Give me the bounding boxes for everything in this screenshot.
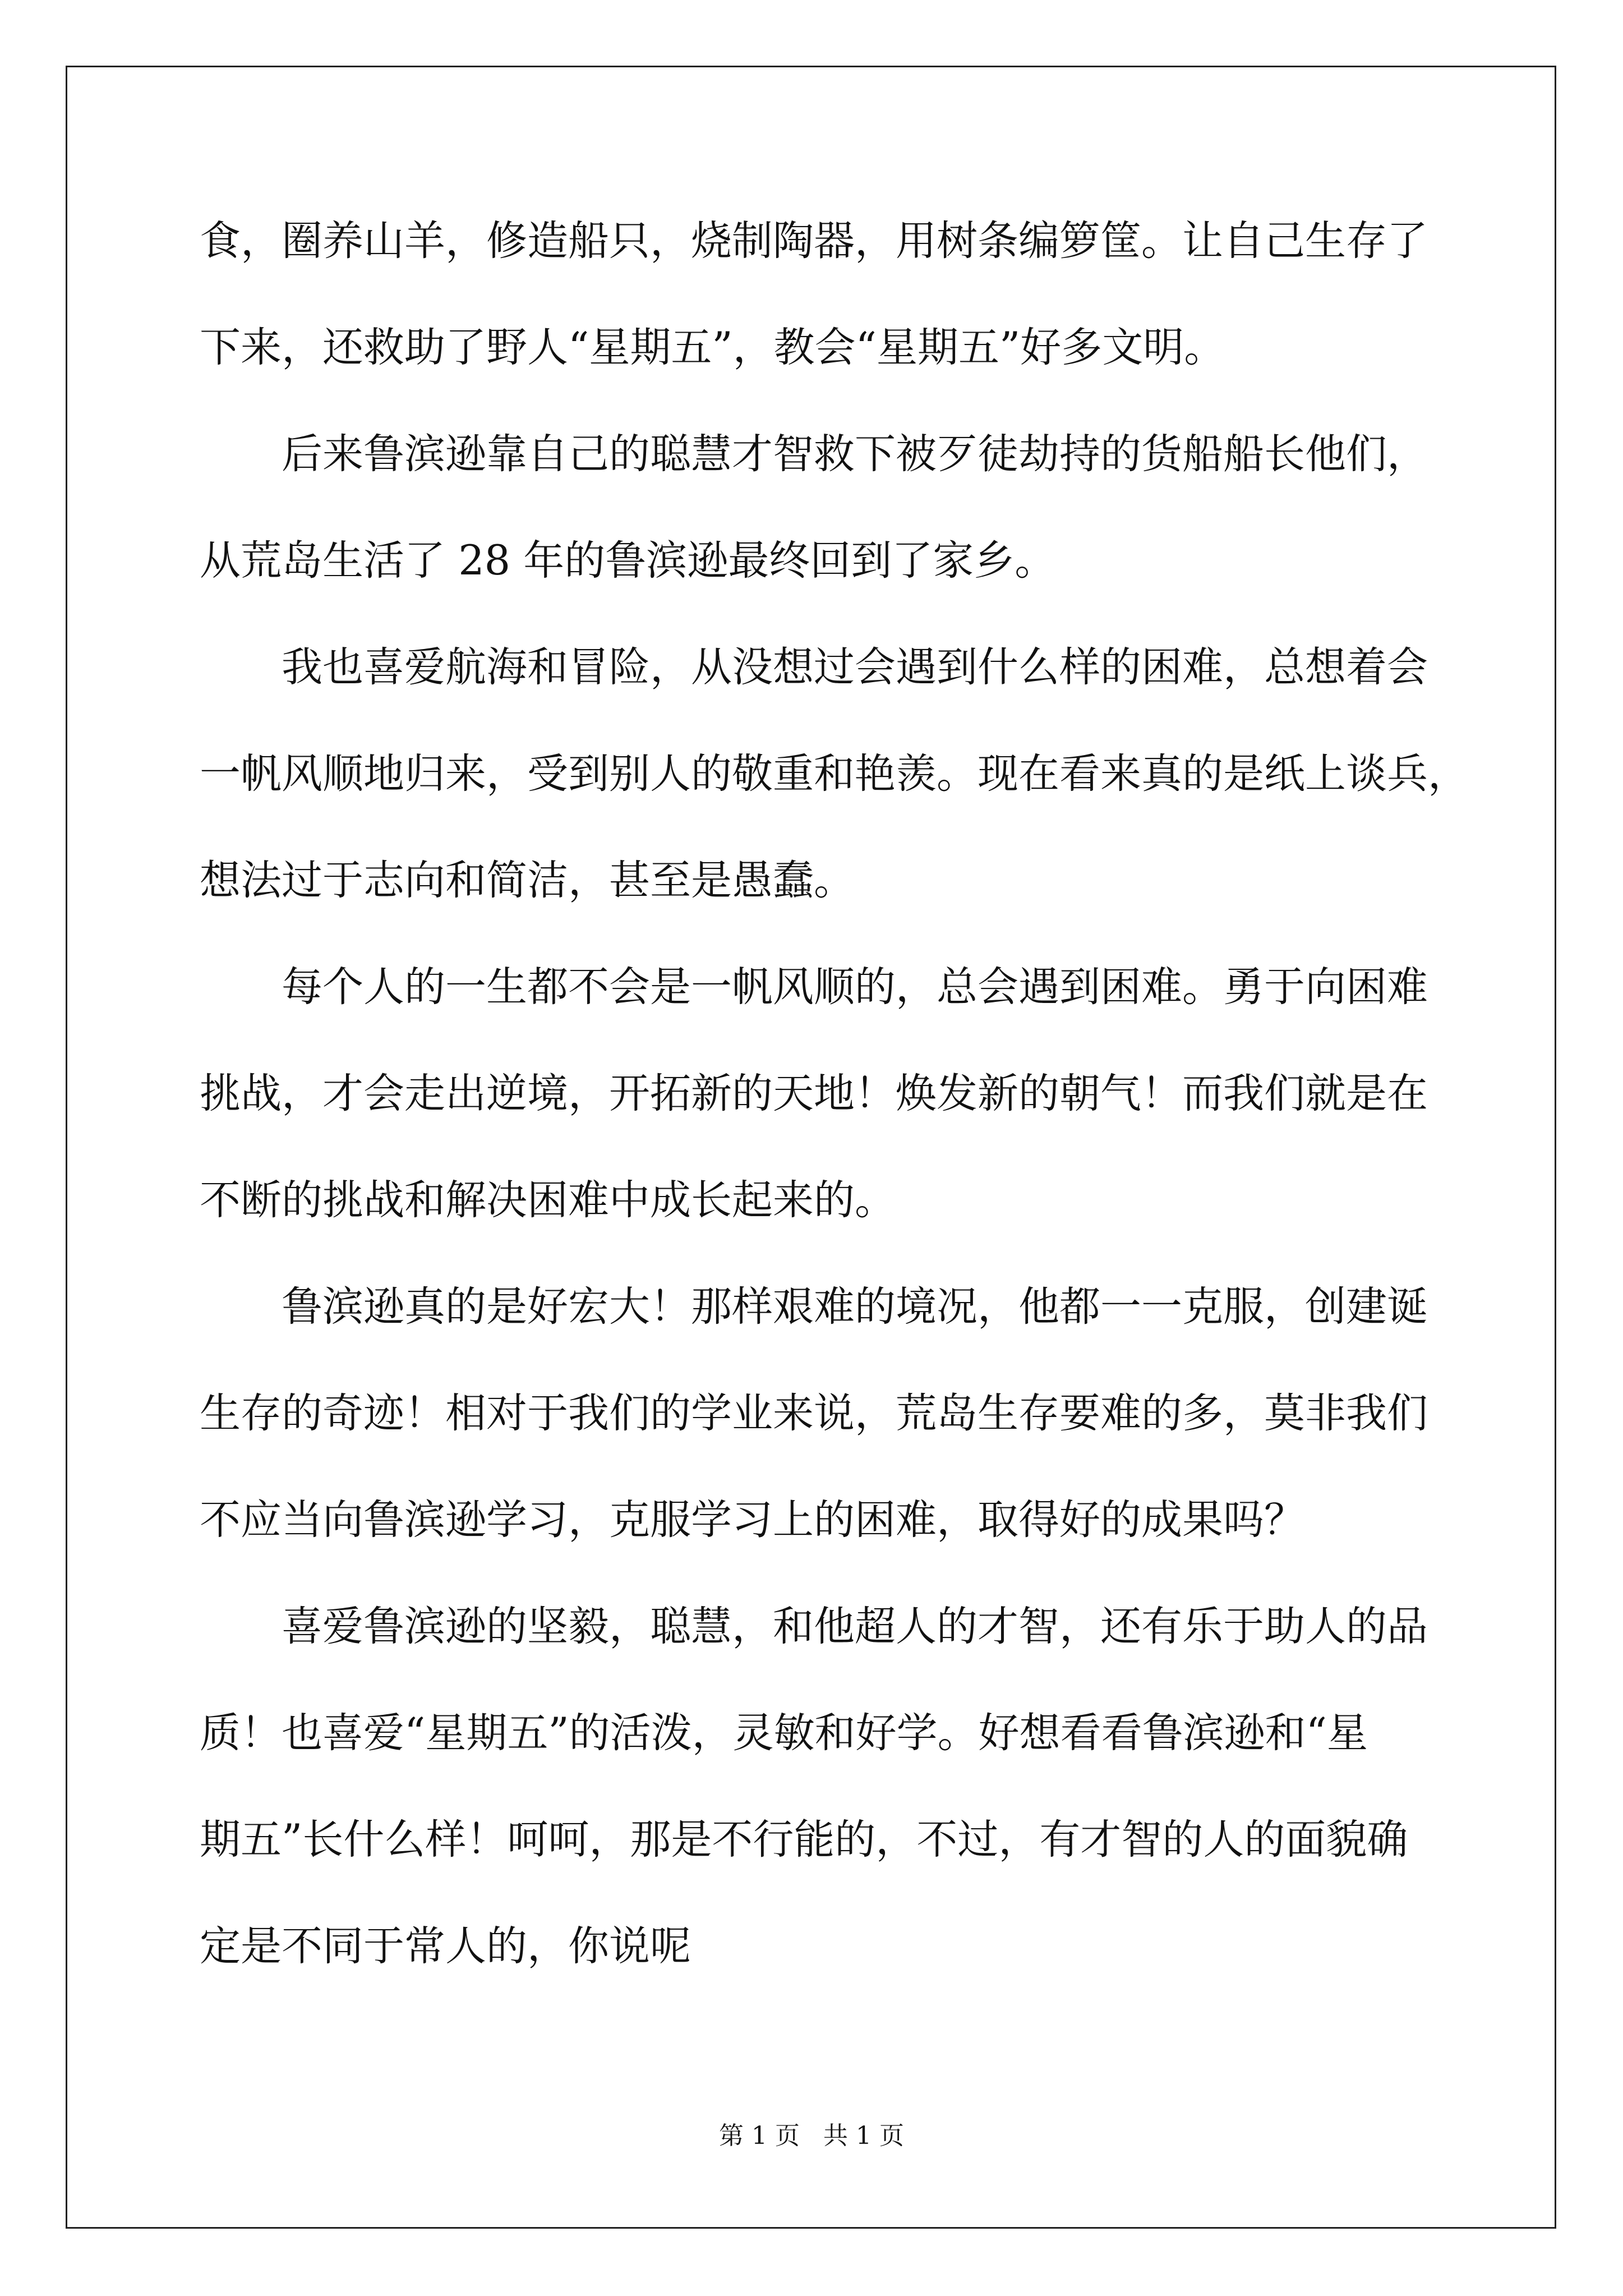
page-number: 第 1 页: [719, 2122, 800, 2150]
text-line: 生存的奇迹！相对于我们的学业来说，荒岛生存要难的多，莫非我们: [200, 1389, 1428, 1437]
paragraph-start-line: 喜爱鲁滨逊的坚毅，聪慧，和他超人的才智，还有乐于助人的品: [282, 1603, 1428, 1650]
text-line: 不应当向鲁滨逊学习，克服学习上的困难，取得好的成果吗？: [200, 1496, 1305, 1544]
page-footer: [0, 2119, 1623, 2153]
paragraph-start-line: 每个人的一生都不会是一帆风顺的，总会遇到困难。勇于向困难: [282, 963, 1428, 1011]
text-line: 不断的挑战和解决困难中成长起来的。: [200, 1176, 896, 1224]
page-border: [66, 66, 1556, 2229]
text-line: 下来，还救助了野人“星期五”，教会“星期五”好多文明。: [200, 324, 1225, 371]
page-total: 共 1 页: [823, 2122, 904, 2150]
text-line: 从荒岛生活了 28 年的鲁滨逊最终回到了家乡。: [200, 537, 1056, 585]
text-line: 挑战，才会走出逆境，开拓新的天地！焕发新的朝气！而我们就是在: [200, 1070, 1428, 1117]
paragraph-start-line: 我也喜爱航海和冒险，从没想过会遇到什么样的困难，总想着会: [282, 643, 1428, 691]
text-line: 想法过于志向和简洁，甚至是愚蠢。: [200, 857, 855, 904]
text-line: 食，圈养山羊，修造船只，烧制陶器，用树条编箩筐。让自己生存了: [200, 217, 1428, 265]
paragraph-start-line: 后来鲁滨逊靠自己的聪慧才智救下被歹徒劫持的货船船长他们，: [282, 430, 1428, 478]
text-line: 定是不同于常人的，你说呢: [200, 1922, 691, 1970]
text-line: 质！也喜爱“星期五”的活泼，灵敏和好学。好想看看鲁滨逊和“星: [200, 1709, 1368, 1757]
text-line: 一帆风顺地归来，受到别人的敬重和艳羡。现在看来真的是纸上谈兵，: [200, 750, 1469, 798]
paragraph-start-line: 鲁滨逊真的是好宏大！那样艰难的境况，他都一一克服，创建诞: [282, 1283, 1428, 1331]
text-line: 期五”长什么样！呵呵，那是不行能的，不过，有才智的人的面貌确: [200, 1816, 1408, 1864]
